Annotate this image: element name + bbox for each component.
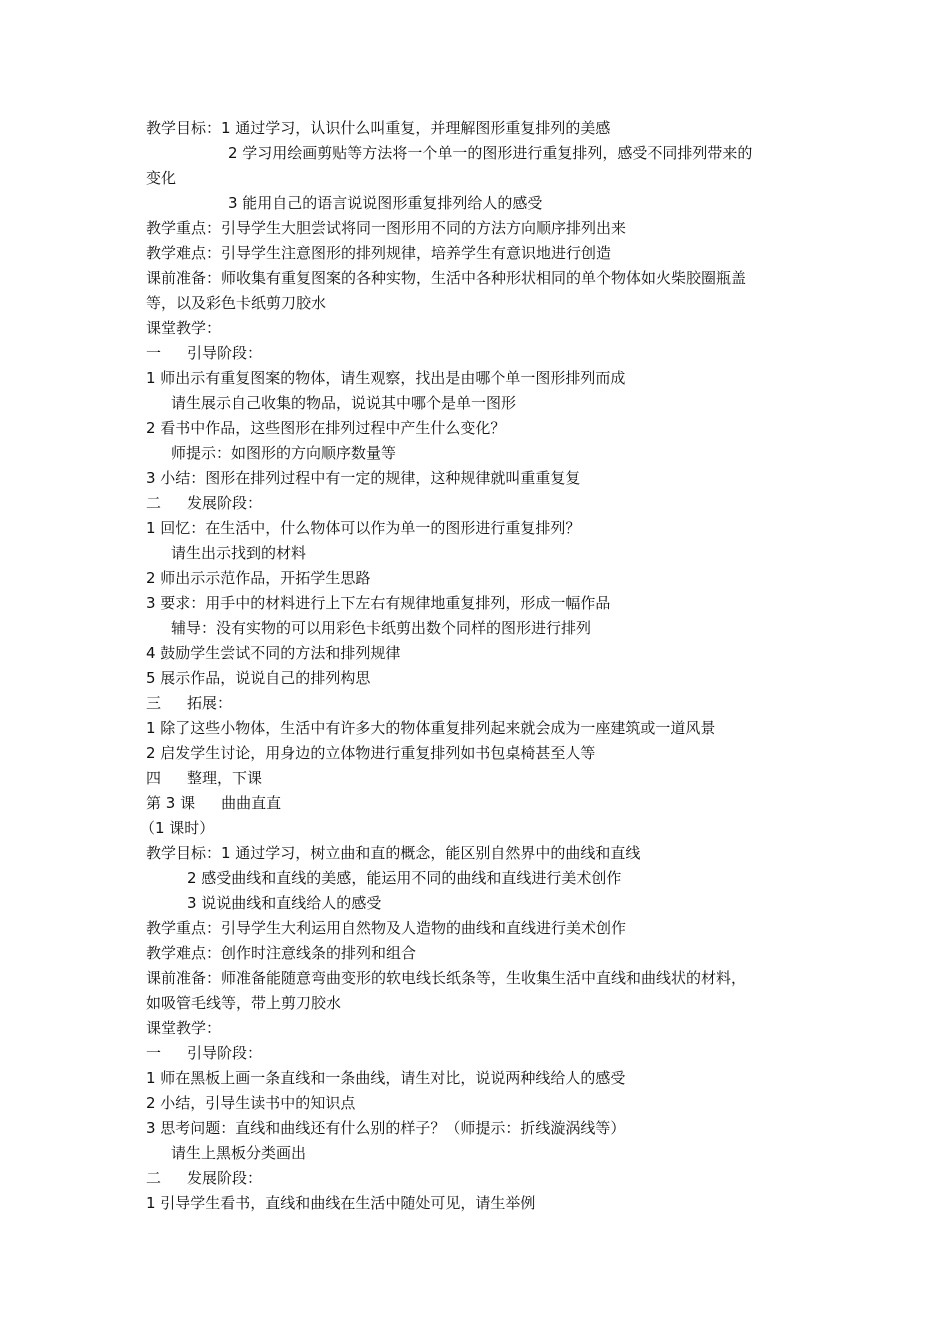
step-detail-line: 辅导：没有实物的可以用彩色卡纸剪出数个同样的图形进行排列	[171, 619, 592, 637]
step-line: 2 启发学生讨论，用身边的立体物进行重复排列如书包桌椅甚至人等	[146, 744, 596, 762]
step-line: 1 师在黑板上画一条直线和一条曲线，请生对比，说说两种线给人的感受	[146, 1069, 626, 1087]
class-teaching-heading: 课堂教学：	[146, 1019, 222, 1037]
step-line: 3 小结：图形在排列过程中有一定的规律，这种规律就叫重重复复	[146, 469, 581, 487]
step-line: 1 师出示有重复图案的物体，请生观察，找出是由哪个单一图形排列而成	[146, 369, 626, 387]
step-line: 3 思考问题：直线和曲线还有什么别的样子？（师提示：折线漩涡线等）	[146, 1119, 626, 1137]
step-line: 2 看书中作品，这些图形在排列过程中产生什么变化？	[146, 419, 506, 437]
lesson-title	[146, 793, 281, 813]
objective-3-line: 3 说说曲线和直线给人的感受	[187, 894, 382, 912]
step-line: 1 引导学生看书，直线和曲线在生活中随处可见，请生举例	[146, 1194, 536, 1212]
key-points-line: 教学重点：引导学生大利运用自然物及人造物的曲线和直线进行美术创作	[146, 919, 627, 937]
preparation-line: 课前准备：师收集有重复图案的各种实物，生活中各种形状相同的单个物体如火柴胶圈瓶盖	[146, 269, 747, 287]
section-number: 二	[146, 1169, 162, 1187]
lesson-number: 第 3 课	[146, 794, 196, 812]
objective-2-line: 2 学习用绘画剪贴等方法将一个单一的图形进行重复排列，感受不同排列带来的	[228, 144, 753, 162]
step-line: 2 师出示示范作品，开拓学生思路	[146, 569, 371, 587]
difficulty-line: 教学难点：创作时注意线条的排列和组合	[146, 944, 417, 962]
preparation-line: 课前准备：师准备能随意弯曲变形的软电线长纸条等，生收集生活中直线和曲线状的材料，	[146, 969, 747, 987]
section-title: 发展阶段：	[187, 1169, 263, 1187]
section-heading	[146, 493, 262, 513]
section-heading	[146, 768, 262, 788]
class-teaching-heading: 课堂教学：	[146, 319, 222, 337]
section-heading	[146, 1168, 262, 1188]
section-number: 二	[146, 494, 162, 512]
step-detail-line: 请生出示找到的材料	[171, 544, 307, 562]
key-points-line: 教学重点：引导学生大胆尝试将同一图形用不同的方法方向顺序排列出来	[146, 219, 627, 237]
section-title: 拓展：	[187, 694, 233, 712]
step-detail-line: 请生上黑板分类画出	[171, 1144, 307, 1162]
section-title: 引导阶段：	[187, 344, 263, 362]
objective-2-continuation: 变化	[146, 169, 177, 187]
section-number: 一	[146, 344, 162, 362]
step-line: 1 除了这些小物体，生活中有许多大的物体重复排列起来就会成为一座建筑或一道风景	[146, 719, 716, 737]
step-detail-line: 请生展示自己收集的物品，说说其中哪个是单一图形	[171, 394, 517, 412]
objective-3-line: 3 能用自己的语言说说图形重复排列给人的感受	[228, 194, 543, 212]
objective-2-line: 2 感受曲线和直线的美感，能运用不同的曲线和直线进行美术创作	[187, 869, 622, 887]
objectives-heading-line: 教学目标：1 通过学习，树立曲和直的概念，能区别自然界中的曲线和直线	[146, 844, 641, 862]
section-title: 引导阶段：	[187, 1044, 263, 1062]
section-heading	[146, 343, 262, 363]
section-heading	[146, 1043, 262, 1063]
step-line: 3 要求：用手中的材料进行上下左右有规律地重复排列，形成一幅作品	[146, 594, 611, 612]
section-number: 四	[146, 769, 162, 787]
step-line: 1 回忆：在生活中，什么物体可以作为单一的图形进行重复排列？	[146, 519, 581, 537]
difficulty-line: 教学难点：引导学生注意图形的排列规律，培养学生有意识地进行创造	[146, 244, 612, 262]
section-title: 发展阶段：	[187, 494, 263, 512]
section-heading	[146, 693, 232, 713]
step-line: 2 小结，引导生读书中的知识点	[146, 1094, 356, 1112]
section-number: 一	[146, 1044, 162, 1062]
step-line: 5 展示作品，说说自己的排列构思	[146, 669, 371, 687]
section-number: 三	[146, 694, 162, 712]
step-line: 4 鼓励学生尝试不同的方法和排列规律	[146, 644, 401, 662]
preparation-continuation: 等，以及彩色卡纸剪刀胶水	[146, 294, 327, 312]
preparation-continuation: 如吸管毛线等，带上剪刀胶水	[146, 994, 342, 1012]
lesson-name: 曲曲直直	[221, 794, 282, 812]
lesson-duration: （1 课时）	[140, 819, 215, 837]
step-detail-line: 师提示：如图形的方向顺序数量等	[171, 444, 397, 462]
section-title: 整理，下课	[187, 769, 263, 787]
objectives-heading-line: 教学目标：1 通过学习，认识什么叫重复，并理解图形重复排列的美感	[146, 119, 611, 137]
